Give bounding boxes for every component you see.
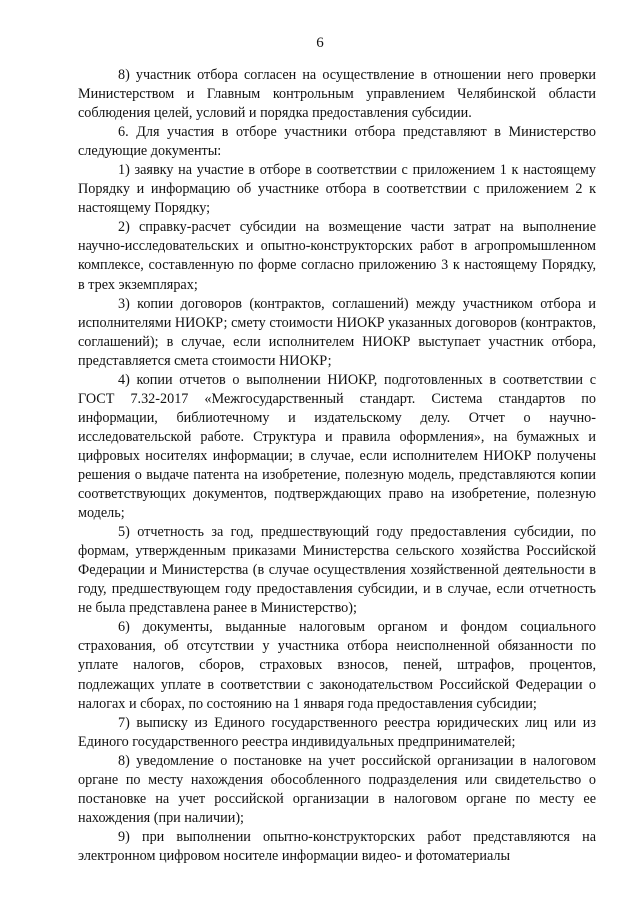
list-item-6-tax-documents: 6) документы, выданные налоговым органом и фондом социального страхования, об отсутствии у участника отбора неисполненной обязанности по уплате налогов, сборов, страховых взносов, пеней, штрафов, процентов, подлежащих уплате в соответствии с законодательством Российской Федерации о налогах и сборах, по состоянию на 1 января года предоставления субсидии;	[78, 619, 596, 712]
list-item-5-accounting: 5) отчетность за год, предшествующий году предоставления субсидии, по формам, утвержденным приказами Министерства сельского хозяйства Российской Федерации и Министерства (в случае осуществления хозяйственной деятельности в году, предшествующем году предоставления субсидии, и в случае, если отчетность не была представлена ранее в Министерство);	[78, 524, 596, 617]
list-item-4-reports: 4) копии отчетов о выполнении НИОКР, подготовленных в соответствии с ГОСТ 7.32-2017 «Межгосударственный стандарт. Система стандартов по информации, библиотечному и издательскому делу. Отчет о научно-исследовательской работе. Структура и правила оформления», на бумажных и цифровых носителях информации; в случае, если исполнителем НИОКР получены решения о выдаче патента на изобретение, полезную модель, представляются копии соответствующих документов, подтверждающих право на изобретение, полезную модель;	[78, 371, 596, 522]
list-item-8-tax-registration: 8) уведомление о постановке на учет российской организации в налоговом органе по месту нахождения обособленного подразделения или свидетельство о постановке на учет российской организации в налоговом органе по месту ее нахождения (при наличии);	[78, 752, 596, 826]
list-item-2-calculation: 2) справку-расчет субсидии на возмещение части затрат на выполнение научно-исследовательских и опытно-конструкторских работ в агропромышленном комплексе, составленную по форме согласно приложению 3 к настоящему Порядку, в трех экземплярах;	[78, 219, 596, 293]
list-item-1-application: 1) заявку на участие в отборе в соответствии с приложением 1 к настоящему Порядку и информацию об участнике отбора в соответствии с приложением 2 к настоящему Порядку;	[78, 162, 596, 217]
list-item-9-media-materials: 9) при выполнении опытно-конструкторских работ представляются на электронном цифровом носителе информации видео- и фотоматериалы	[78, 828, 596, 864]
list-item-7-registry-extract: 7) выписку из Единого государственного реестра юридических лиц или из Единого государственного реестра индивидуальных предпринимателей;	[78, 714, 596, 750]
page-number: 6	[316, 35, 324, 51]
paragraph-item-8-consent: 8) участник отбора согласен на осуществление в отношении него проверки Министерством и Главным контрольным управлением Челябинской области соблюдения целей, условий и порядка предоставления субсидии.	[78, 67, 596, 122]
paragraph-section-6-intro: 6. Для участия в отборе участники отбора представляют в Министерство следующие документы:	[78, 124, 596, 160]
document-body	[78, 66, 596, 866]
list-item-3-contracts: 3) копии договоров (контрактов, соглашений) между участником отбора и исполнителями НИОКР; смету стоимости НИОКР указанных договоров (контрактов, соглашений); в случае, если исполнителем НИОКР выступает участник отбора, представляется смета стоимости НИОКР;	[78, 295, 596, 369]
